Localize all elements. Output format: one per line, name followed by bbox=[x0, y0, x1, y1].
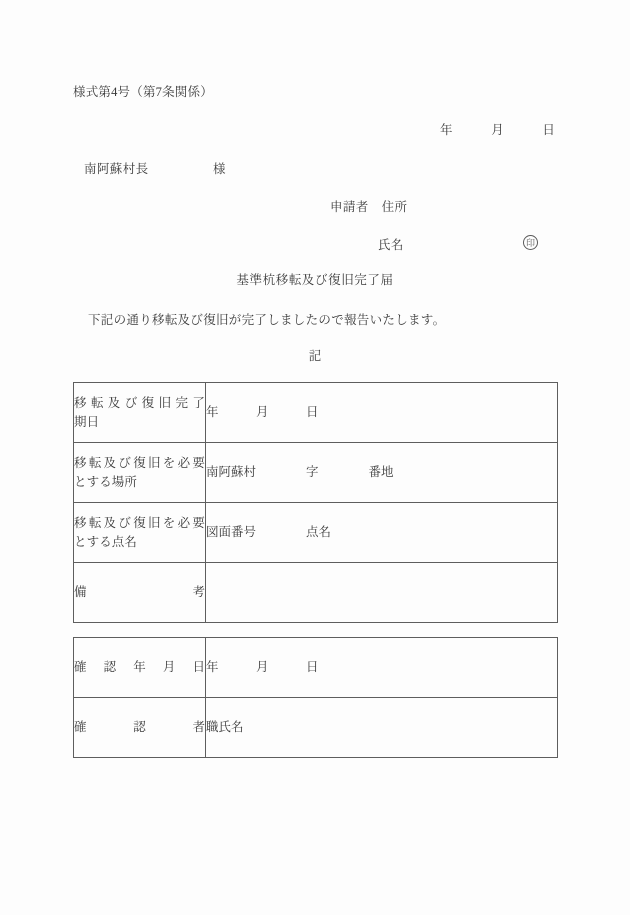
row-value-confirmer[interactable]: 職氏名 bbox=[206, 698, 558, 758]
addressee-line: 南阿蘇村長 様 bbox=[84, 162, 226, 176]
row-label-completion-date bbox=[74, 383, 206, 443]
ki-marker: 記 bbox=[308, 349, 322, 363]
main-form-table bbox=[73, 382, 558, 623]
label-line-1: 確 認 者 bbox=[74, 720, 205, 735]
page-title: 基準杭移転及び復旧完了届 bbox=[236, 273, 394, 287]
applicant-name-label: 氏名 bbox=[378, 238, 404, 252]
row-label-point-name bbox=[74, 503, 206, 563]
label-line-2: とする場所 bbox=[74, 474, 138, 489]
row-value-remarks[interactable] bbox=[206, 563, 558, 623]
seal-stamp-icon: 印 bbox=[523, 235, 538, 250]
label-line-2: とする点名 bbox=[74, 534, 138, 549]
row-value-completion-date[interactable]: 年 月 日 bbox=[206, 383, 558, 443]
row-label-confirmer bbox=[74, 698, 206, 758]
row-value-confirm-date[interactable]: 年 月 日 bbox=[206, 638, 558, 698]
table-row bbox=[74, 443, 558, 503]
table-row bbox=[74, 383, 558, 443]
table-row bbox=[74, 503, 558, 563]
label-line-2: 期日 bbox=[74, 414, 100, 429]
table-row bbox=[74, 638, 558, 698]
row-label-confirm-date bbox=[74, 638, 206, 698]
label-line-1: 確 認 年 月 日 bbox=[74, 660, 205, 675]
lead-paragraph: 下記の通り移転及び復旧が完了しましたので報告いたします。 bbox=[88, 313, 446, 327]
row-label-location bbox=[74, 443, 206, 503]
label-line-1: 備 考 bbox=[74, 585, 205, 600]
row-value-point-name[interactable]: 図面番号 点名 bbox=[206, 503, 558, 563]
form-code: 様式第4号（第7条関係） bbox=[73, 85, 213, 99]
row-label-remarks bbox=[74, 563, 206, 623]
label-line-1: 移転及び復旧完了 bbox=[74, 396, 205, 411]
table-row bbox=[74, 698, 558, 758]
table-row bbox=[74, 563, 558, 623]
row-value-location[interactable]: 南阿蘇村 字 番地 bbox=[206, 443, 558, 503]
document-date-line: 年 月 日 bbox=[440, 123, 556, 137]
label-line-1: 移転及び復旧を必要 bbox=[74, 516, 205, 531]
label-line-1: 移転及び復旧を必要 bbox=[74, 456, 205, 471]
confirmation-table bbox=[73, 637, 558, 758]
applicant-address-label: 申請者 住所 bbox=[330, 200, 408, 214]
